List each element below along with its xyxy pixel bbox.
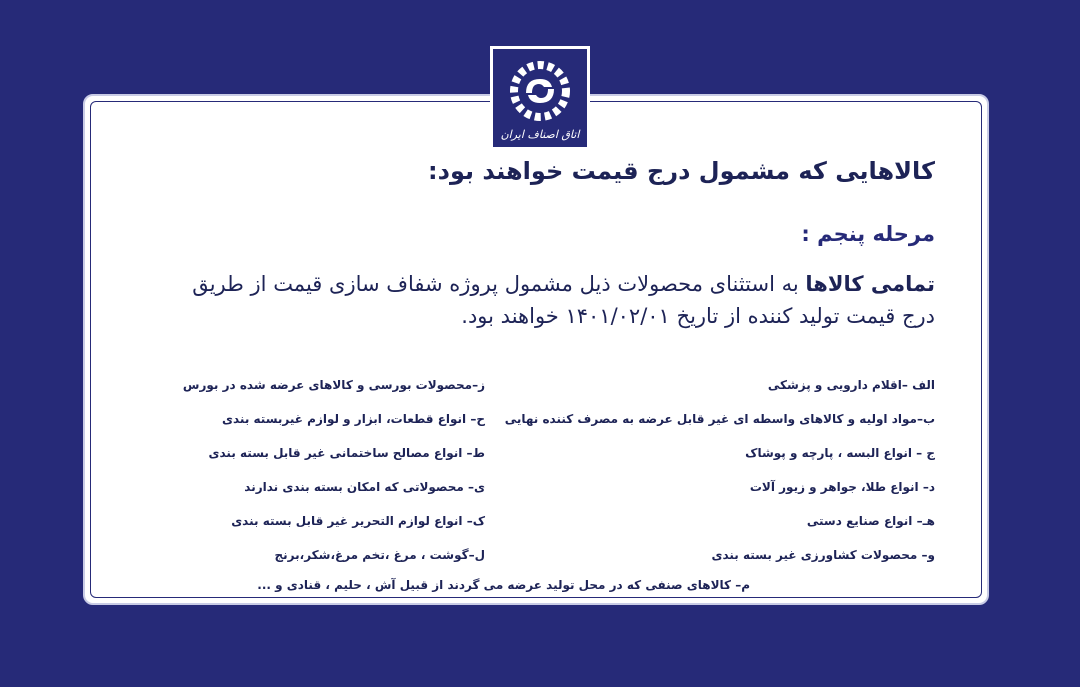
exception-list-left	[75, 378, 485, 582]
stage-title: مرحله پنجم :	[801, 222, 935, 246]
exception-list-right	[504, 378, 935, 582]
list-item: ب–مواد اولیه و کالاهای واسطه ای غیر قابل عرضه به مصرف کننده نهایی	[504, 412, 935, 426]
logo-text: اتاق اصناف ایران	[500, 128, 580, 141]
list-item: ک– انواع لوازم التحریر غیر قابل بسته بندی	[231, 514, 485, 528]
iran-chamber-of-guilds-logo	[490, 46, 590, 150]
list-item: ز–محصولات بورسی و کالاهای عرضه شده در بورس	[182, 378, 485, 392]
list-item: ل–گوشت ، مرغ ،تخم مرغ،شکر،برنج	[274, 548, 485, 562]
list-item: ج – انواع البسه ، پارچه و پوشاک	[745, 446, 935, 460]
list-item: هـ– انواع صنایع دستی	[806, 514, 935, 528]
list-item: الف –اقلام دارویی و پزشکی	[767, 378, 935, 392]
paragraph-bold-text: تمامی کالاها	[805, 272, 935, 296]
intro-paragraph	[175, 268, 935, 332]
last-exception-item: م– کالاهای صنفی که در محل تولید عرضه می گردند از قبیل آش ، حلیم ، قنادی و ...	[257, 578, 750, 592]
paragraph-text: به استثنای محصولات ذیل مشمول پروژه شفاف سازی قیمت از طریق درج قیمت تولید کننده از تاریخ ۱۴۰۱/۰۲/۰۱ خواهند بود.	[192, 272, 935, 328]
list-item: ط– انواع مصالح ساختمانی غیر قابل بسته بندی	[208, 446, 485, 460]
list-item: ح– انواع قطعات، ابزار و لوازم غیربسته بندی	[222, 412, 485, 426]
page-heading: کالاهایی که مشمول درج قیمت خواهند بود:	[428, 157, 935, 185]
list-item: ی– محصولاتی که امکان بسته بندی ندارند	[244, 480, 485, 494]
list-item: و– محصولات کشاورزی غیر بسته بندی	[711, 548, 935, 562]
list-item: د– انواع طلا، جواهر و زیور آلات	[749, 480, 935, 494]
